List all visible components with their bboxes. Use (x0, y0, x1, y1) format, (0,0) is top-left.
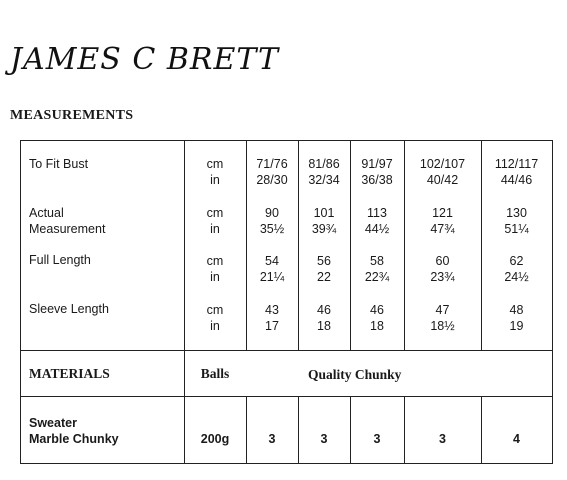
value-cell: 62 (509, 254, 524, 268)
value-cell: 102/107 (419, 157, 466, 171)
grid-line (404, 396, 405, 463)
value-cell: 40/42 (426, 173, 459, 187)
value-cell: 48 (509, 303, 524, 317)
value-cell: 130 (506, 206, 527, 220)
balls-label: Balls (200, 366, 230, 381)
value-cell: 24½ (504, 270, 529, 284)
value-cell: 51¼ (504, 222, 529, 236)
value-cell: 121 (432, 206, 453, 220)
grid-line (21, 396, 552, 397)
unit-label: in (210, 222, 220, 236)
value-cell: 112/117 (494, 157, 539, 171)
value-cell: 91/97 (361, 157, 393, 171)
value-cell: 28/30 (256, 173, 288, 187)
value-cell: 54 (265, 254, 279, 268)
value-cell: 113 (367, 206, 387, 220)
value-cell: 19 (509, 319, 524, 333)
yarn-name: Marble Chunky (29, 432, 119, 446)
value-cell: 18½ (430, 319, 455, 333)
ball-count: 3 (320, 432, 328, 446)
unit-label: in (210, 173, 220, 187)
value-cell: 58 (370, 254, 384, 268)
value-cell: 56 (317, 254, 331, 268)
ball-count: 3 (439, 432, 446, 446)
value-cell: 21¼ (259, 270, 285, 284)
value-cell: 18 (317, 319, 331, 333)
value-cell: 46 (317, 303, 331, 317)
value-cell: 43 (265, 303, 279, 317)
row-label: Measurement (29, 222, 106, 236)
value-cell: 47 (435, 303, 450, 317)
unit-label: cm (206, 303, 224, 317)
value-cell: 47¾ (430, 222, 455, 236)
unit-label: in (210, 319, 220, 333)
grid-line (481, 396, 482, 463)
row-label: Full Length (29, 253, 91, 267)
row-label: Sleeve Length (29, 302, 109, 316)
grid-line (21, 350, 552, 351)
brand-logo-text: JAMES C BRETT (10, 42, 279, 77)
value-cell: 39¾ (311, 222, 337, 236)
materials-label: MATERIALS (29, 366, 110, 381)
value-cell: 44½ (364, 222, 390, 236)
yarn-weight: 200g (200, 432, 230, 446)
value-cell: 23¾ (430, 270, 455, 284)
ball-count: 4 (513, 432, 520, 446)
unit-label: cm (206, 254, 224, 268)
value-cell: 22¾ (364, 270, 390, 284)
unit-label: cm (206, 157, 224, 171)
value-cell: 17 (265, 319, 279, 333)
section-title: MEASUREMENTS (10, 108, 134, 123)
value-cell: 60 (435, 254, 450, 268)
value-cell: 35½ (259, 222, 285, 236)
value-cell: 18 (370, 319, 384, 333)
value-cell: 90 (265, 206, 279, 220)
ball-count: 3 (268, 432, 276, 446)
unit-label: in (210, 270, 220, 284)
measurements-table (20, 140, 553, 464)
grid-line (298, 396, 299, 463)
value-cell: 46 (370, 303, 384, 317)
yarn-name: Sweater (29, 416, 77, 430)
grid-line (246, 396, 247, 463)
value-cell: 81/86 (308, 157, 340, 171)
row-label: To Fit Bust (29, 157, 89, 171)
ball-count: 3 (373, 432, 381, 446)
value-cell: 44/46 (500, 173, 533, 187)
grid-line (350, 396, 351, 463)
unit-label: cm (206, 206, 224, 220)
value-cell: 36/38 (361, 173, 393, 187)
value-cell: 71/76 (256, 157, 288, 171)
value-cell: 101 (313, 206, 335, 220)
value-cell: 22 (317, 270, 331, 284)
row-label: Actual (29, 206, 64, 220)
value-cell: 32/34 (308, 173, 340, 187)
quality-label: Quality Chunky (308, 367, 402, 382)
